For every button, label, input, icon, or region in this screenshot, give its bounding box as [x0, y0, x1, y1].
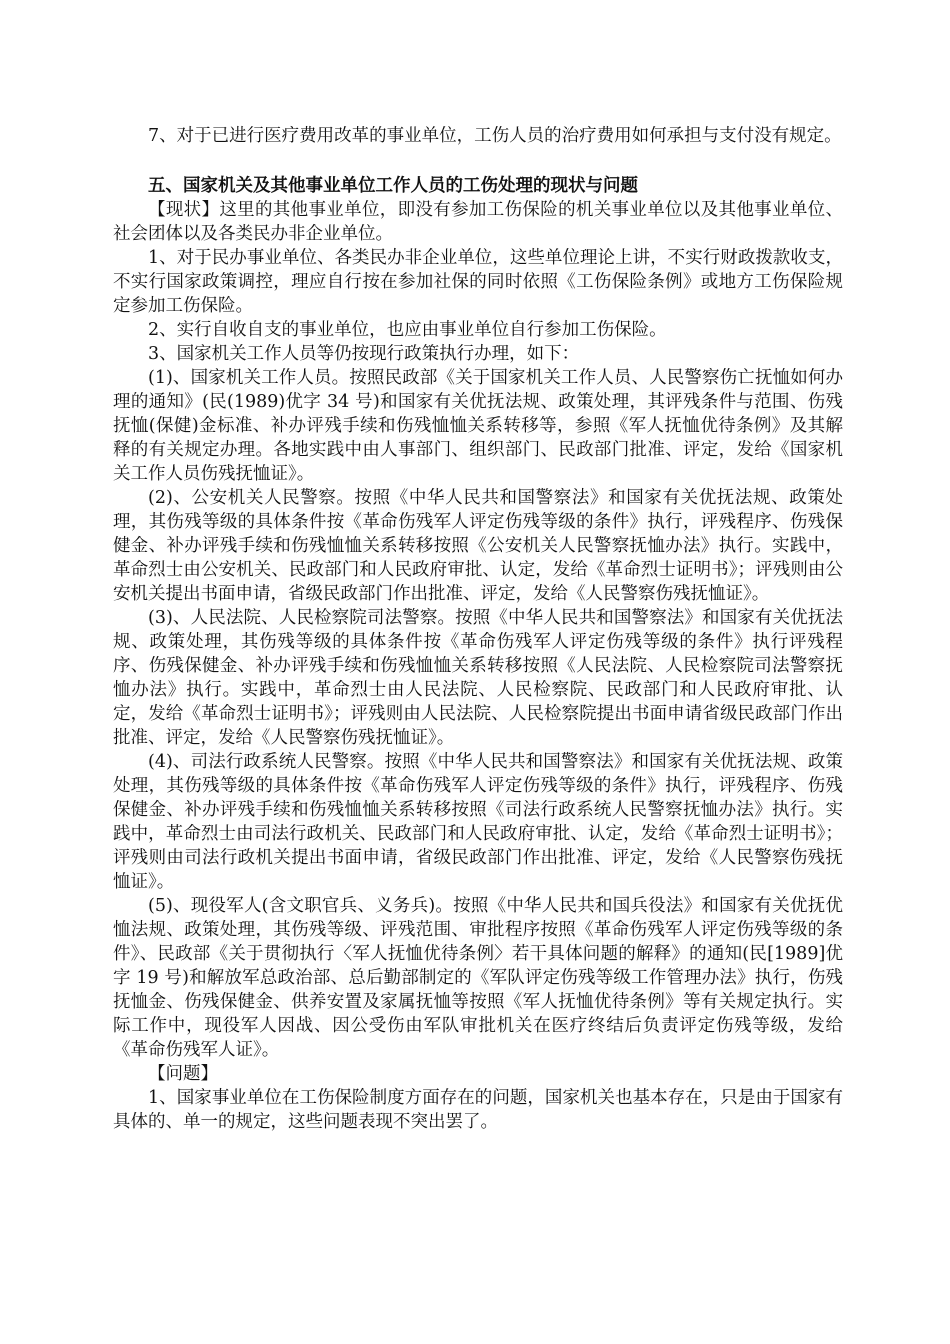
paragraph-item-1: 1、对于民办事业单位、各类民办非企业单位，这些单位理论上讲，不实行财政拨款收支，不实行国家政策调控，理应自行按在参加社保的同时依照《工伤保险条例》或地方工伤保险规定参加工伤保险。	[113, 248, 843, 316]
paragraph-subitem-5: (5)、现役军人(含文职官兵、义务兵)。按照《中华人民共和国兵役法》和国家有关优抚优恤法规、政策处理，其伤残等级、评残范围、审批程序按照《革命伤残军人评定伤残等级的条件》、民政部《关于贯彻执行〈军人抚恤优待条例〉若干具体问题的解释》的通知(民[1989]优字 19 号)和解放军总政治部、总后勤部制定的《军队评定伤残等级工作管理办法》执行，伤残抚恤金、伤残保健金、供养安置及家属抚恤等按照《军人抚恤优待条例》等有关规定执行。实际工作中，现役军人因战、因公受伤由军队审批机关在医疗终结后负责评定伤残等级，发给《革命伤残军人证》。	[113, 896, 843, 1060]
paragraph-subitem-1: (1)、国家机关工作人员。按照民政部《关于国家机关工作人员、人民警察伤亡抚恤如何办理的通知》(民(1989)优字 34 号)和国家有关优抚法规、政策处理，其评残条件与范围、伤残抚恤(保健)金标准、补办评残手续和伤残恤恤关系转移等，参照《军人抚恤优待条例》及其解释的有关规定办理。各地实践中由人事部门、组织部门、民政部门批准、评定，发给《国家机关工作人员伤残抚恤证》。	[113, 368, 843, 484]
problem-paragraph-1: 1、国家事业单位在工伤保险制度方面存在的问题，国家机关也基本存在，只是由于国家有具体的、单一的规定，这些问题表现不突出罢了。	[113, 1088, 843, 1132]
document-body	[113, 124, 843, 1134]
paragraph-subitem-2: (2)、公安机关人民警察。按照《中华人民共和国警察法》和国家有关优抚法规、政策处理，其伤残等级的具体条件按《革命伤残军人评定伤残等级的条件》执行，评残程序、伤残保健金、补办评残手续和伤残恤恤关系转移按照《公安机关人民警察抚恤办法》执行。实践中，革命烈士由公安机关、民政部门和人民政府审批、认定，发给《革命烈士证明书》；评残则由公安机关提出书面申请，省级民政部门作出批准、评定，发给《人民警察伤残抚恤证》。	[113, 488, 843, 604]
status-paragraph: 【现状】这里的其他事业单位，即没有参加工伤保险的机关事业单位以及其他事业单位、社会团体以及各类民办非企业单位。	[113, 200, 843, 244]
paragraph-subitem-3: (3)、人民法院、人民检察院司法警察。按照《中华人民共和国警察法》和国家有关优抚法规、政策处理，其伤残等级的具体条件按《革命伤残军人评定伤残等级的条件》执行评残程序、伤残保健金、补办评残手续和伤残恤恤关系转移按照《人民法院、人民检察院司法警察抚恤办法》执行。实践中，革命烈士由人民法院、人民检察院、民政部门和人民政府审批、认定，发给《革命烈士证明书》；评残则由人民法院、人民检察院提出书面申请省级民政部门作出批准、评定，发给《人民警察伤残抚恤证》。	[113, 608, 843, 748]
paragraph-item-7: 7、对于已进行医疗费用改革的事业单位，工伤人员的治疗费用如何承担与支付没有规定。	[148, 126, 842, 146]
paragraph-subitem-4: (4)、司法行政系统人民警察。按照《中华人民共和国警察法》和国家有关优抚法规、政策处理，其伤残等级的具体条件按《革命伤残军人评定伤残等级的条件》执行，评残程序、伤残保健金、补办评残手续和伤残恤恤关系转移按照《司法行政系统人民警察抚恤办法》执行。实践中，革命烈士由司法行政机关、民政部门和人民政府审批、认定，发给《革命烈士证明书》；评残则由司法行政机关提出书面申请，省级民政部门作出批准、评定，发给《人民警察伤残抚恤证》。	[113, 752, 843, 892]
problem-label: 【问题】	[148, 1064, 218, 1084]
section-heading: 五、国家机关及其他事业单位工作人员的工伤处理的现状与问题	[148, 176, 638, 196]
paragraph-item-3: 3、国家机关工作人员等仍按现行政策执行办理，如下：	[148, 344, 580, 364]
paragraph-item-2: 2、实行自收自支的事业单位，也应由事业单位自行参加工伤保险。	[148, 320, 667, 340]
